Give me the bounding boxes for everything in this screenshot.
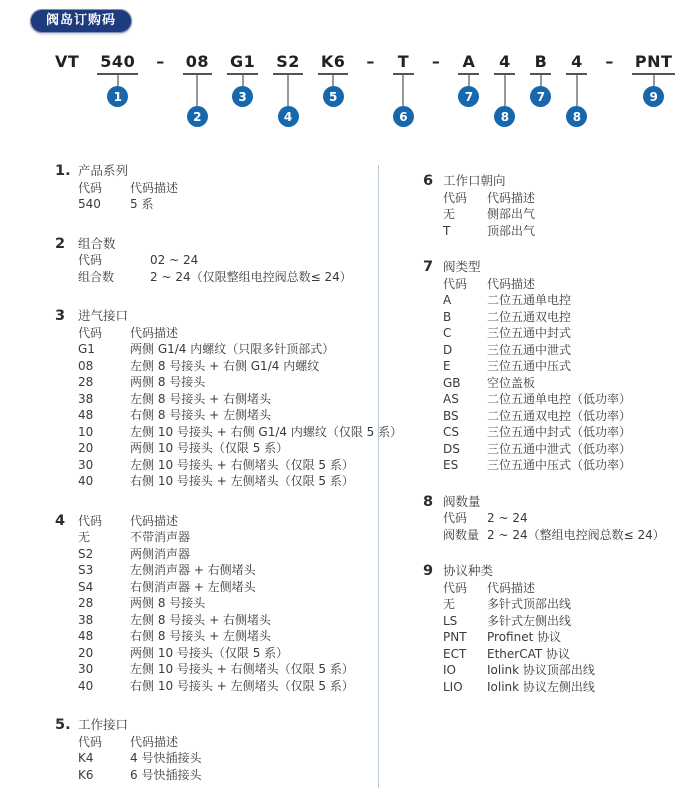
code-cell: 40 — [78, 678, 94, 693]
code-row — [78, 196, 377, 213]
code-cell: 代码 — [78, 180, 103, 195]
code-row — [443, 358, 685, 375]
code-cell: 08 — [78, 358, 94, 373]
description-cell: 代码描述 — [130, 325, 179, 340]
section-title: 阀类型 — [443, 259, 481, 274]
description-cell: 代码描述 — [487, 276, 536, 291]
code-row — [78, 424, 403, 441]
code-row — [443, 391, 685, 408]
description-cell: 左侧 8 号接头 + 右侧堵头 — [130, 391, 271, 406]
code-cell: K4 — [78, 751, 94, 765]
code-segment-label: B — [534, 52, 548, 71]
code-row — [78, 391, 377, 408]
code-row — [443, 292, 685, 309]
connector-line — [540, 75, 542, 86]
code-row — [78, 734, 377, 751]
code-segment-label: G1 — [229, 52, 256, 71]
section-body — [78, 513, 377, 695]
code-row — [443, 276, 685, 293]
description-cell: 侧部出气 — [487, 207, 536, 221]
section-number: 5. — [55, 717, 71, 733]
section-number: 8 — [423, 493, 434, 510]
code-cell: CS — [443, 425, 459, 439]
code-cell: 40 — [78, 474, 94, 488]
code-cell: 30 — [78, 662, 94, 676]
code-row — [78, 513, 377, 530]
description-cell: 不带消声器 — [130, 530, 191, 544]
code-cell: 阀数量 — [443, 527, 480, 542]
code-row — [78, 407, 377, 424]
code-segment-label: T — [397, 52, 410, 71]
step-number-circle: 4 — [278, 106, 299, 127]
code-row — [78, 628, 377, 645]
description-cell: Profinet 协议 — [487, 630, 562, 644]
sections-left-column — [55, 163, 403, 783]
code-row — [443, 457, 685, 474]
section-body — [78, 308, 403, 490]
code-segment — [602, 52, 617, 72]
code-cell: 20 — [78, 645, 94, 660]
description-cell: 5 系 — [130, 197, 154, 211]
code-cell: E — [443, 359, 451, 373]
code-cell: C — [443, 326, 452, 340]
description-cell: 左侧 10 号接头 + 右侧 G1/4 内螺纹（仅限 5 系） — [130, 424, 403, 439]
code-cell: 代码 — [78, 325, 103, 340]
code-segment-label: – — [366, 52, 375, 71]
code-row — [443, 596, 685, 613]
description-cell: 02 ~ 24 — [150, 253, 199, 267]
description-cell: 二位五通双电控（低功率） — [487, 408, 632, 423]
section-rows — [78, 325, 403, 490]
code-cell: 无 — [78, 530, 91, 544]
code-segment — [318, 52, 349, 107]
description-cell: 右侧 8 号接头 + 左侧堵头 — [130, 408, 271, 422]
connector-line — [242, 75, 244, 86]
description-cell: 三位五通中泄式 — [487, 342, 572, 357]
code-row — [78, 457, 377, 474]
code-cell: 代码 — [443, 511, 468, 525]
code-cell: GB — [443, 375, 461, 390]
section-rows — [443, 580, 685, 696]
description-cell: 2 ~ 24（仅限整组电控阀总数≤ 24） — [150, 269, 352, 284]
code-cell: 48 — [78, 408, 94, 422]
description-cell: 两侧 8 号接头 — [130, 596, 206, 610]
section-body — [78, 236, 377, 286]
code-row — [443, 325, 685, 342]
description-cell: 代码描述 — [487, 190, 536, 205]
description-cell: 2 ~ 24（整组电控阀总数≤ 24） — [487, 527, 665, 542]
description-cell: 右侧消声器 + 左侧堵头 — [130, 579, 256, 594]
code-row — [78, 529, 377, 546]
code-cell: BS — [443, 408, 459, 423]
connector-line — [653, 75, 655, 86]
code-segment-label: – — [605, 52, 614, 71]
section — [55, 717, 377, 783]
description-cell: EtherCAT 协议 — [487, 646, 571, 661]
step-number-circle: 8 — [494, 106, 515, 127]
code-cell: 30 — [78, 457, 94, 472]
code-cell: T — [443, 223, 451, 238]
description-cell: 代码描述 — [130, 513, 179, 528]
code-row — [78, 473, 377, 490]
code-segment — [632, 52, 676, 107]
code-cell: A — [443, 293, 452, 307]
section-title: 进气接口 — [78, 308, 129, 323]
code-cell: 代码 — [78, 734, 103, 749]
section-rows — [78, 252, 377, 285]
code-cell: B — [443, 309, 452, 324]
code-cell: ES — [443, 458, 459, 472]
step-number-circle: 7 — [530, 86, 551, 107]
code-segment — [530, 52, 551, 107]
section-number: 1. — [55, 163, 71, 179]
code-cell: IO — [443, 663, 456, 677]
section-number: 4 — [55, 512, 66, 529]
section-number: 2 — [55, 235, 66, 252]
code-cell: AS — [443, 392, 459, 406]
description-cell: 三位五通中封式（低功率） — [487, 425, 632, 439]
section-rows — [78, 180, 377, 213]
section-title: 阀数量 — [443, 493, 481, 509]
code-cell: LIO — [443, 679, 463, 694]
description-cell: 二位五通双电控 — [487, 309, 572, 324]
description-cell: 多针式顶部出线 — [487, 597, 572, 611]
code-cell: 38 — [78, 612, 94, 627]
step-number-circle: 8 — [566, 106, 587, 127]
code-cell: 代码 — [443, 190, 468, 205]
description-cell: 左侧 10 号接头 + 右侧堵头（仅限 5 系） — [130, 662, 354, 676]
code-segment — [393, 52, 414, 127]
code-segment — [273, 52, 303, 127]
section-title: 组合数 — [78, 235, 116, 251]
description-cell: 三位五通中泄式（低功率） — [487, 441, 632, 456]
code-row — [443, 375, 685, 392]
code-segment-label: A — [462, 52, 476, 71]
code-row — [443, 580, 685, 597]
order-code-badge: 阀岛订购码 — [30, 9, 132, 33]
code-row — [78, 269, 377, 286]
step-number-circle: 2 — [187, 106, 208, 127]
column-divider — [378, 165, 379, 788]
code-row — [443, 424, 685, 441]
connector-line — [196, 75, 198, 106]
connector-line — [117, 75, 119, 86]
code-row — [443, 206, 685, 223]
description-cell: 左侧 10 号接头 + 右侧堵头（仅限 5 系） — [130, 457, 354, 472]
code-segment-label: 540 — [100, 52, 136, 71]
section-rows — [443, 276, 685, 474]
section-number: 7 — [423, 259, 434, 275]
code-row — [78, 546, 377, 563]
description-cell: 2 ~ 24 — [487, 511, 528, 525]
section — [423, 259, 685, 474]
section — [55, 308, 403, 490]
description-cell: 三位五通中封式 — [487, 326, 572, 340]
description-cell: 两侧 G1/4 内螺纹（只限多针顶部式） — [130, 342, 335, 356]
code-segment-label: 4 — [499, 52, 511, 71]
description-cell: 空位盖板 — [487, 375, 536, 390]
description-cell: 右侧 10 号接头 + 左侧堵头（仅限 5 系） — [130, 474, 354, 488]
section — [423, 563, 685, 695]
description-cell: 三位五通中压式 — [487, 359, 572, 373]
code-cell: S2 — [78, 546, 94, 561]
description-cell: 代码描述 — [130, 180, 179, 195]
code-row — [78, 612, 377, 629]
code-cell: 无 — [443, 207, 456, 221]
code-cell: 无 — [443, 597, 456, 611]
section-number: 6 — [423, 173, 434, 189]
section — [55, 513, 377, 695]
code-row — [78, 562, 377, 579]
code-row — [78, 661, 377, 678]
section-rows — [78, 734, 377, 784]
code-cell: D — [443, 342, 453, 357]
code-row — [443, 629, 685, 646]
code-cell: LS — [443, 613, 458, 628]
code-row — [443, 441, 685, 458]
code-cell: S3 — [78, 563, 94, 577]
code-cell: 代码 — [78, 253, 103, 267]
section-body — [443, 494, 685, 544]
section-title: 协议种类 — [443, 563, 494, 578]
description-cell: Iolink 协议顶部出线 — [487, 663, 595, 677]
code-row — [78, 595, 377, 612]
code-row — [78, 358, 377, 375]
code-segment-label: – — [431, 52, 441, 71]
code-segment — [52, 52, 82, 72]
description-cell: 两侧 10 号接头（仅限 5 系） — [130, 645, 289, 660]
code-segment-label: S2 — [276, 52, 300, 71]
connector-line — [468, 75, 470, 86]
code-row — [78, 750, 377, 767]
code-segment-label: K6 — [320, 52, 346, 71]
section — [55, 163, 377, 213]
code-segment — [97, 52, 138, 107]
code-segment-label: PNT — [634, 52, 673, 71]
order-code-diagram — [52, 52, 675, 127]
step-number-circle: 5 — [323, 86, 344, 107]
section-rows — [78, 513, 377, 695]
description-cell: 顶部出气 — [487, 223, 536, 238]
code-row — [443, 679, 685, 696]
code-segment — [227, 52, 258, 107]
description-cell: 4 号快插接头 — [130, 751, 202, 765]
code-segment — [429, 52, 444, 72]
description-cell: 左侧 8 号接头 + 右侧堵头 — [130, 612, 271, 627]
code-cell: 28 — [78, 375, 94, 389]
code-cell: K6 — [78, 767, 94, 782]
section — [55, 236, 377, 286]
code-row — [78, 180, 377, 197]
connector-line — [332, 75, 334, 86]
code-cell: PNT — [443, 630, 467, 644]
step-number-circle: 6 — [393, 106, 414, 127]
code-cell: 代码 — [443, 276, 468, 291]
code-cell: 38 — [78, 391, 94, 406]
code-segment-label: 4 — [571, 52, 583, 71]
section — [423, 494, 685, 544]
code-segment-label: 08 — [185, 52, 209, 71]
section — [423, 173, 685, 239]
description-cell: 三位五通中压式（低功率） — [487, 458, 632, 472]
code-cell: 48 — [78, 629, 94, 643]
code-row — [443, 309, 685, 326]
section-title: 产品系列 — [78, 163, 129, 178]
code-row — [78, 579, 377, 596]
code-cell: 10 — [78, 424, 94, 439]
code-segment-label: VT — [55, 52, 80, 71]
code-cell: ECT — [443, 646, 467, 661]
description-cell: 6 号快插接头 — [130, 767, 202, 782]
code-row — [78, 325, 377, 342]
code-row — [78, 374, 377, 391]
description-cell: 代码描述 — [130, 734, 179, 749]
description-cell: 代码描述 — [487, 580, 536, 595]
description-cell: 右侧 8 号接头 + 左侧堵头 — [130, 629, 271, 643]
code-row — [443, 342, 685, 359]
code-segment — [458, 52, 479, 107]
step-number-circle: 1 — [107, 86, 128, 107]
section-body — [443, 259, 685, 474]
code-row — [78, 341, 377, 358]
description-cell: Iolink 协议左侧出线 — [487, 679, 595, 694]
section-body — [78, 163, 377, 213]
connector-line — [287, 75, 289, 106]
code-cell: 20 — [78, 441, 94, 455]
code-segment — [183, 52, 212, 127]
code-segment — [153, 52, 168, 72]
code-row — [78, 678, 377, 695]
description-cell: 二位五通单电控 — [487, 293, 572, 307]
code-row — [443, 190, 685, 207]
description-cell: 右侧 10 号接头 + 左侧堵头（仅限 5 系） — [130, 678, 354, 693]
code-row — [443, 510, 685, 527]
description-cell: 左侧 8 号接头 + 右侧 G1/4 内螺纹 — [130, 358, 320, 373]
connector-line — [504, 75, 506, 106]
code-row — [443, 662, 685, 679]
section-title: 工作口朝向 — [443, 173, 506, 188]
code-cell: DS — [443, 441, 460, 456]
code-cell: S4 — [78, 579, 94, 594]
section-number: 3 — [55, 308, 66, 324]
description-cell: 二位五通单电控（低功率） — [487, 392, 632, 406]
connector-line — [576, 75, 578, 106]
step-number-circle: 7 — [458, 86, 479, 107]
code-row — [78, 645, 377, 662]
code-row — [78, 252, 377, 269]
code-row — [443, 613, 685, 630]
code-cell: G1 — [78, 342, 95, 356]
code-row — [78, 767, 377, 784]
section-body — [78, 717, 377, 783]
sections-right-column — [423, 173, 685, 715]
description-cell: 两侧 10 号接头（仅限 5 系） — [130, 441, 289, 455]
section-body — [443, 173, 685, 239]
step-number-circle: 9 — [643, 86, 664, 107]
code-segment — [566, 52, 587, 127]
section-rows — [443, 190, 685, 240]
description-cell: 两侧消声器 — [130, 546, 191, 561]
code-cell: 代码 — [78, 513, 103, 528]
code-cell: 代码 — [443, 580, 468, 595]
code-row — [443, 223, 685, 240]
section-rows — [443, 510, 685, 543]
code-segment — [494, 52, 515, 127]
description-cell: 两侧 8 号接头 — [130, 375, 206, 389]
description-cell: 左侧消声器 + 右侧堵头 — [130, 563, 256, 577]
connector-line — [402, 75, 404, 106]
section-number: 9 — [423, 563, 434, 579]
code-segment — [363, 52, 378, 72]
code-row — [443, 408, 685, 425]
section-body — [443, 563, 685, 695]
code-cell: 28 — [78, 596, 94, 610]
code-row — [443, 527, 685, 544]
code-row — [78, 440, 377, 457]
description-cell: 多针式左侧出线 — [487, 613, 572, 628]
code-segment-label: – — [156, 52, 165, 71]
code-cell: 540 — [78, 197, 101, 211]
step-number-circle: 3 — [232, 86, 253, 107]
code-cell: 组合数 — [78, 269, 115, 284]
section-title: 工作接口 — [78, 717, 129, 732]
code-row — [443, 646, 685, 663]
